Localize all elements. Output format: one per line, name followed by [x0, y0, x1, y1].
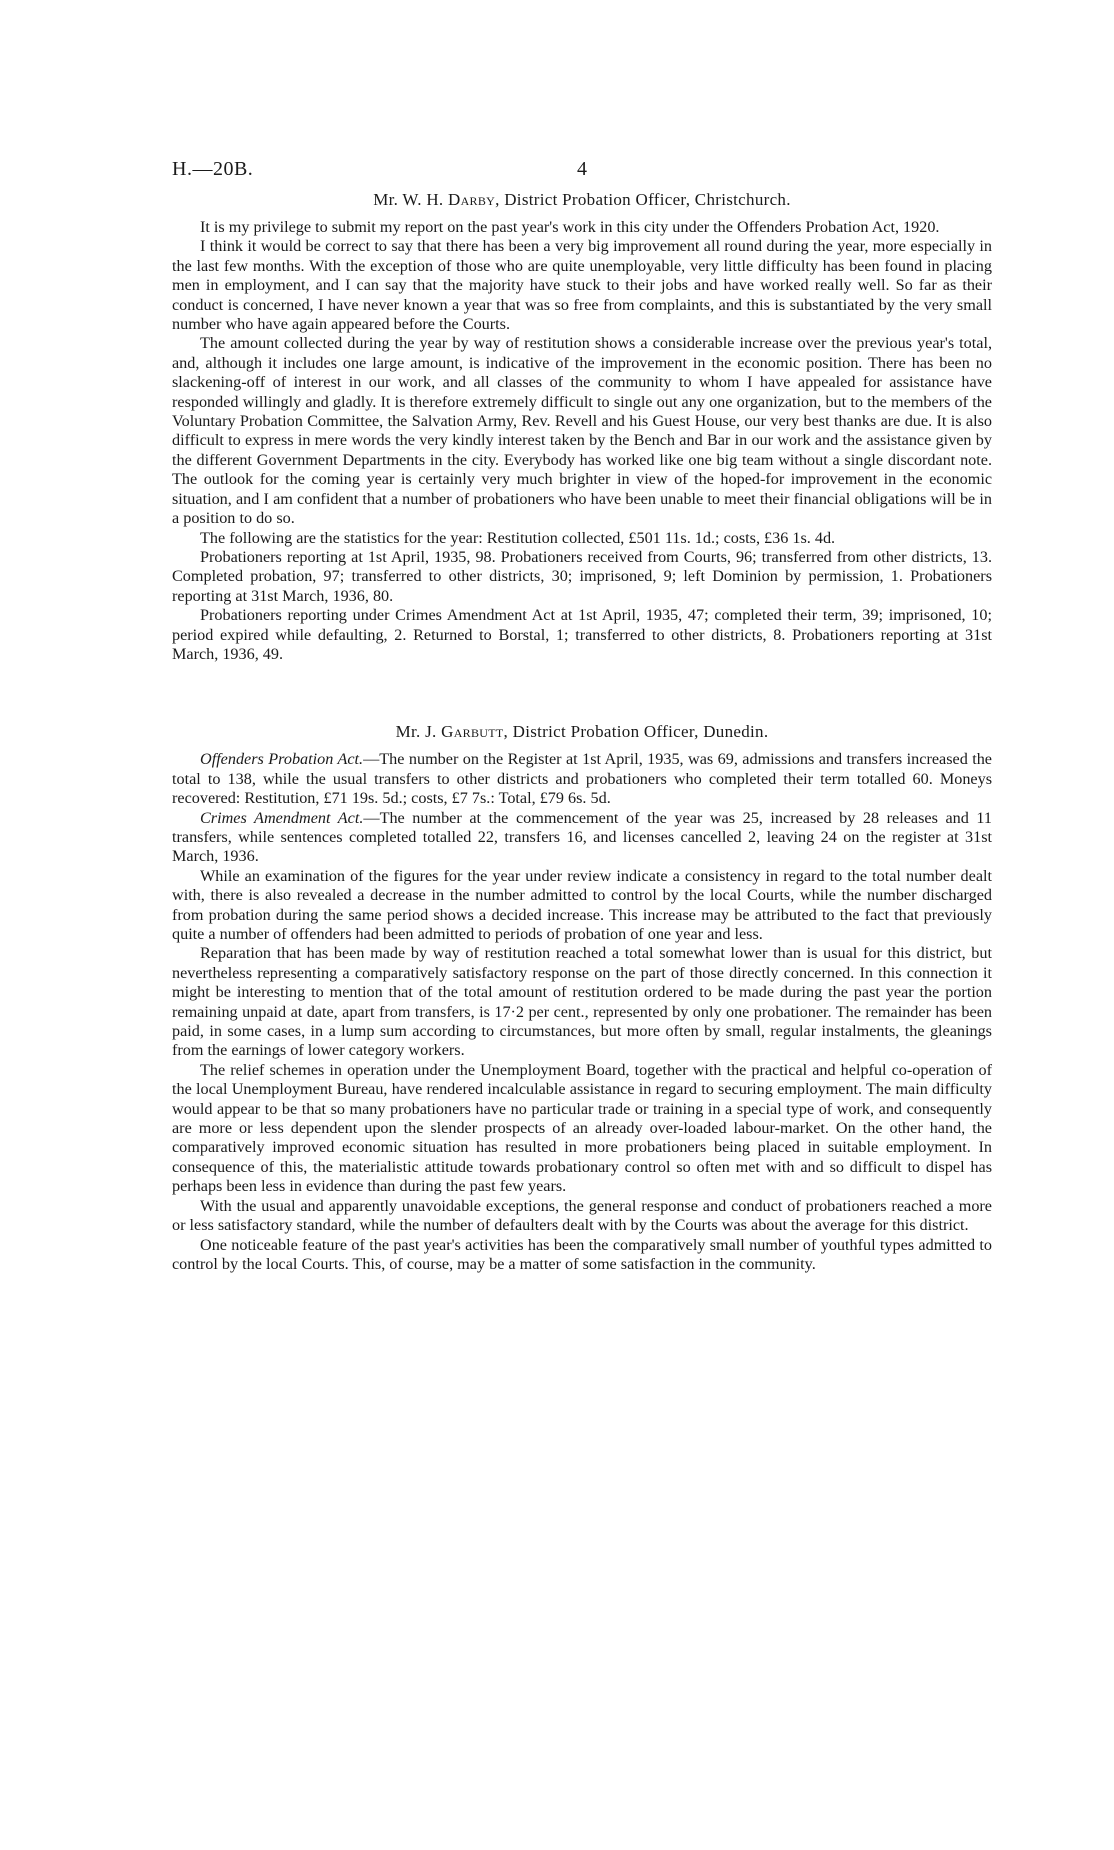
title-suffix: , District Probation Officer, Dunedin.	[503, 722, 769, 742]
document-reference: H.—20B.	[172, 158, 254, 180]
paragraph: While an examination of the figures for the year under review indicate a consistency in regard to the total number dealt with, there is also revealed a decrease in the number admitted to control by the local Courts, while the number discharged from probation during the same period shows a decided increase. This increase may be attributed to the fact that previously quite a number of offenders had been admitted to periods of probation of one year and less.	[172, 866, 992, 943]
act-heading: Offenders Probation Act.	[200, 750, 364, 769]
paragraph-text: —The number on the Register at 1st April, 1935, was 69, admissions and transfers increased the total to 138, while the usual transfers to other districts and probationers who completed their term totalled 60. Moneys recovered: Restitution, £71 19s. 5d.; costs, £7 7s.: Total, £79 6s. 5d.	[172, 750, 992, 808]
paragraph-text: —The number at the commencement of the year was 25, increased by 28 releases and 11 transfers, while sentences completed totalled 22, transfers 16, and licenses cancelled 2, leaving 24 on the register at 31st March, 1936.	[172, 808, 992, 866]
officer-name: Darby	[448, 190, 496, 209]
act-heading: Crimes Amendment Act.	[200, 808, 364, 827]
title-prefix: Mr. W. H.	[373, 190, 448, 209]
paragraph: The amount collected during the year by way of restitution shows a considerable increase over the previous year's total, and, although it includes one large amount, is indicative of the improvement in the economic position. There has been no slackening-off of interest in our work, and all classes of the community to whom I have appealed for assistance have responded willingly and gladly. It is therefore extremely difficult to single out any one organization, but to the members of the Voluntary Probation Committee, the Salvation Army, Rev. Revell and his Guest House, our very best thanks are due. It is also difficult to express in mere words the very kindly interest taken by the Bench and Bar in our work and the assistance given by the different Government Departments in the city. Everybody has worked like one big team without a single discordant note. The outlook for the coming year is certainly very much brighter in view of the hoped-for improvement in the economic situation, and I am confident that a number of probationers who have been unable to meet their financial obligations will be in a position to do so.	[172, 334, 992, 528]
page-number: 4	[577, 158, 587, 180]
title-suffix: , District Probation Officer, Christchurch.	[495, 190, 791, 209]
paragraph: Reparation that has been made by way of restitution reached a total somewhat lower than is usual for this district, but nevertheless representing a comparatively satisfactory response on the part of those directly concerned. In this connection it might be interesting to mention that of the total amount of restitution ordered to be made during the past year the portion remaining unpaid at date, apart from transfers, is 17·2 per cent., represented by only one probationer. The remainder has been paid, in some cases, in a lump sum according to circumstances, but more often by small, regular instalments, the gleanings from the earnings of lower category workers.	[172, 944, 992, 1060]
section-christchurch	[172, 190, 992, 664]
paragraph: One noticeable feature of the past year's activities has been the comparatively small number of youthful types admitted to control by the local Courts. This, of course, may be a matter of some satisfaction in the community.	[172, 1235, 992, 1273]
section-title	[172, 722, 992, 742]
paragraph: Probationers reporting at 1st April, 1935, 98. Probationers received from Courts, 96; transferred from other districts, 13. Completed probation, 97; transferred to other districts, 30; imprisoned, 9; left Dominion by permission, 1. Probationers reporting at 31st March, 1936, 80.	[172, 547, 992, 605]
document-page	[172, 150, 992, 1274]
paragraph: I think it would be correct to say that there has been a very big improvement all round during the year, more especially in the last few months. With the exception of those who are quite unemployable, very little difficulty has been found in placing men in employment, and I can say that the majority have stuck to their jobs and have worked really well. So far as their conduct is concerned, I have never known a year that was so free from complaints, and this is substantiated by the very small number who have again appeared before the Courts.	[172, 237, 992, 334]
paragraph: The relief schemes in operation under the Unemployment Board, together with the practical and helpful co-operation of the local Unemployment Bureau, have rendered incalculable assistance in regard to securing employment. The main difficulty would appear to be that so many probationers have no particular trade or training in a special type of work, and consequently are more or less dependent upon the slender prospects of an already over-loaded labour-market. On the other hand, the comparatively improved economic situation has resulted in more probationers being placed in suitable employment. In consequence of this, the materialistic attitude towards probationary control so often met with and so difficult to dispel has perhaps been less in evidence than during the past few years.	[172, 1060, 992, 1196]
title-prefix: Mr. J.	[395, 722, 442, 742]
paragraph	[172, 750, 992, 808]
section-title	[172, 190, 992, 210]
paragraph: The following are the statistics for the year: Restitution collected, £501 11s. 1d.; costs, £36 1s. 4d.	[200, 528, 836, 547]
paragraph: It is my privilege to submit my report on the past year's work in this city under the Offenders Probation Act, 1920.	[200, 218, 940, 236]
section-dunedin	[172, 722, 992, 1274]
paragraph: With the usual and apparently unavoidable exceptions, the general response and conduct of probationers reached a more or less satisfactory standard, while the number of defaulters dealt with by the Courts was about the average for this district.	[172, 1196, 992, 1235]
paragraph: Probationers reporting under Crimes Amendment Act at 1st April, 1935, 47; completed their term, 39; imprisoned, 10; period expired while defaulting, 2. Returned to Borstal, 1; transferred to other districts, 8. Probationers reporting at 31st March, 1936, 49.	[172, 606, 992, 663]
page-header	[172, 150, 992, 190]
paragraph	[172, 809, 992, 867]
officer-name: Garbutt	[441, 722, 504, 742]
